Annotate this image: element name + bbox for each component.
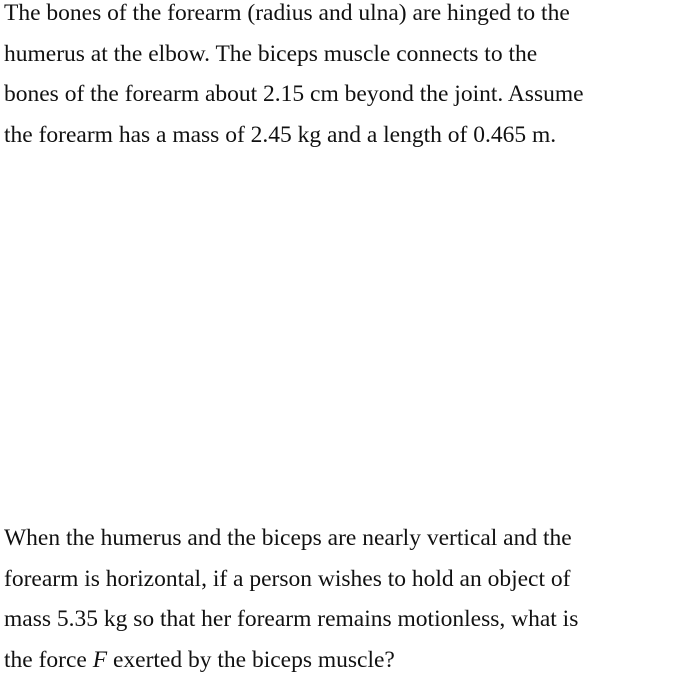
question-line-4	[4, 640, 684, 681]
problem-question-paragraph	[4, 518, 684, 680]
question-text-before-variable: the force	[4, 646, 93, 673]
intro-line-3: bones of the forearm about 2.15 cm beyond the joint. Assume	[4, 81, 584, 107]
question-text-after-variable: exerted by the biceps muscle?	[107, 646, 395, 673]
problem-intro-paragraph	[4, 0, 684, 155]
intro-line-2: humerus at the elbow. The biceps muscle connects to the	[4, 40, 538, 67]
question-line-1: When the humerus and the biceps are nearly vertical and the	[4, 525, 572, 551]
force-variable: F	[92, 646, 108, 673]
intro-line-4: the forearm has a mass of 2.45 kg and a length of 0.465 m.	[4, 121, 557, 148]
question-line-3: mass 5.35 kg so that her forearm remains motionless, what is	[4, 606, 579, 632]
intro-line-1: The bones of the forearm (radius and ulna) are hinged to the	[4, 0, 570, 26]
question-line-2: forearm is horizontal, if a person wishes to hold an object of	[4, 565, 571, 592]
